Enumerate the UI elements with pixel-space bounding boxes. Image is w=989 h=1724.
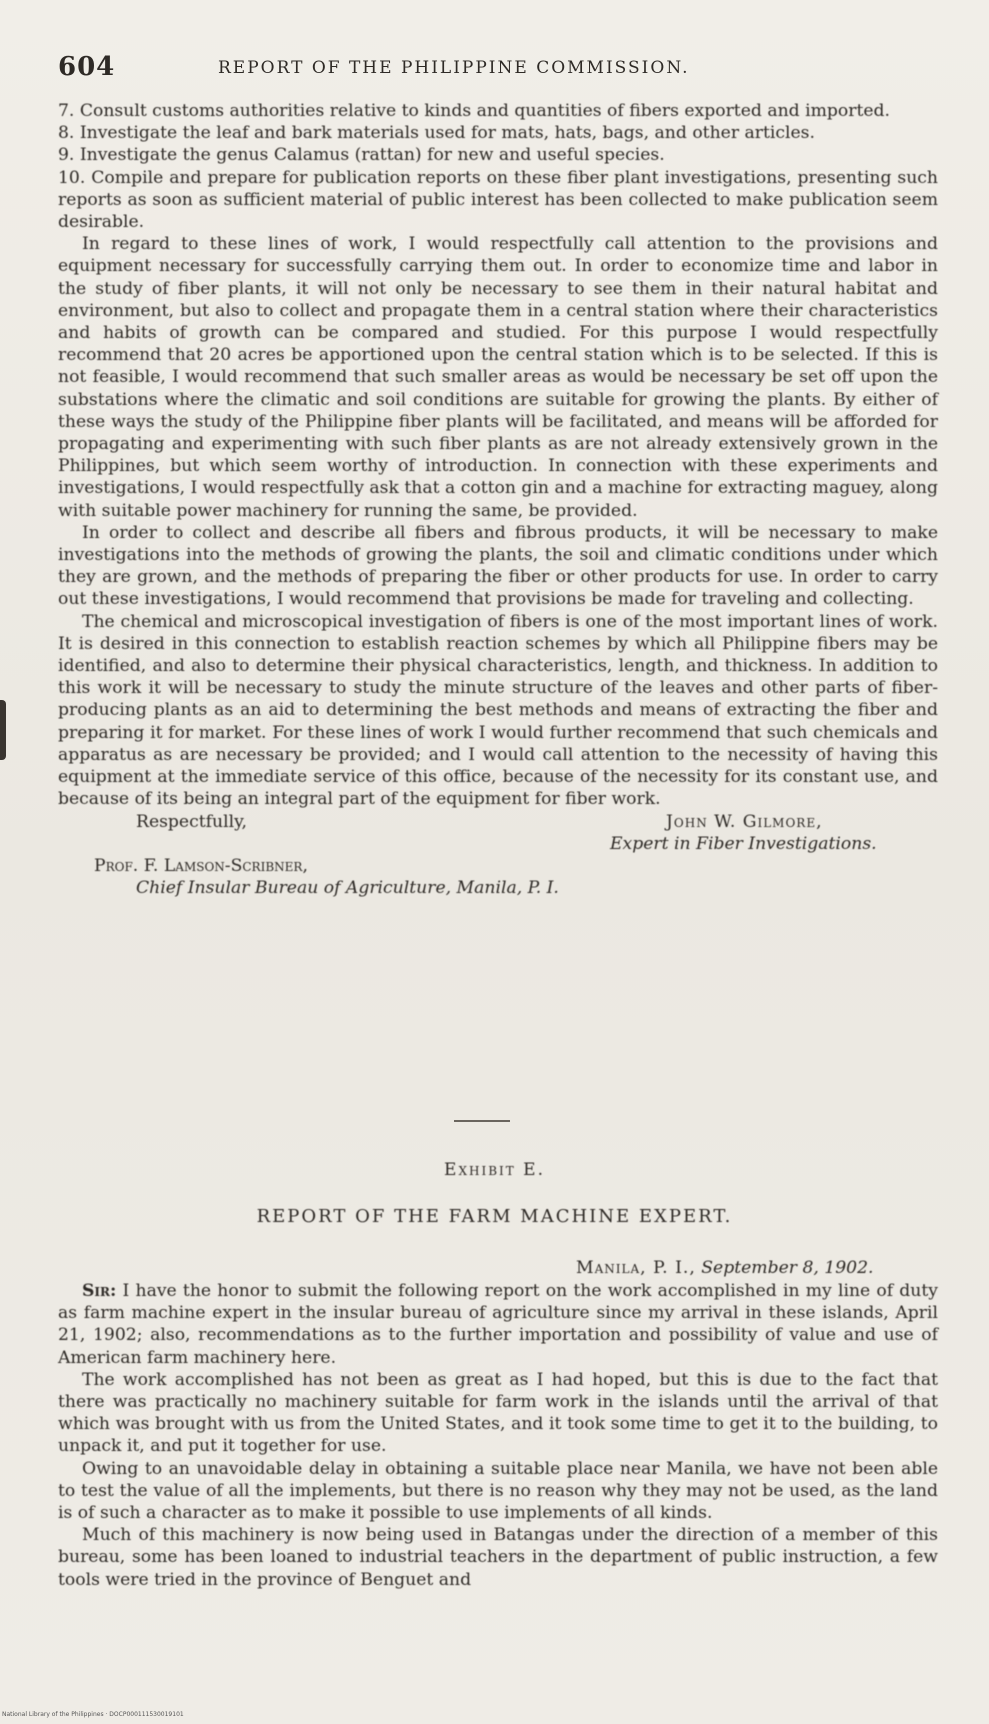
dateline	[576, 1258, 916, 1278]
paragraph	[58, 1280, 938, 1369]
exhibit-label: Exhibit E.	[444, 1160, 545, 1180]
paragraph: 7. Consult customs authorities relative to kinds and quantities of fibers exported and imported.	[58, 101, 891, 121]
paragraph: In order to collect and describe all fibers and fibrous products, it will be necessary to make investigations into the methods of growing the plants, the soil and climatic conditions under which they are grown, and the methods of preparing the fiber or other products for use. In order to carry out these investigations, I would recommend that provisions be made for traveling and collecting.	[58, 522, 938, 610]
dateline-date: September 8, 1902.	[701, 1258, 874, 1278]
paragraph: 8. Investigate the leaf and bark materials used for mats, hats, bags, and other articles.	[58, 123, 815, 144]
paragraph-text: I have the honor to submit the following report on the work accomplished in my line of duty as farm machine expert in the insular bureau of agriculture since my arrival in these islands, April 21, 1902; also, recommendations as to the further importation and possibility of value and use of American farm machinery here.	[58, 1281, 938, 1368]
paragraph: The chemical and microscopical investigation of fibers is one of the most important lines of work. It is desired in this connection to establish reaction schemes by which all Philippine fibers may be identified, and also to determine their physical characteristics, length, and thickness. In addition to this work it will be necessary to study the minute structure of the leaves and other parts of fiber-producing plants as an aid to determining the best methods and means of extracting the fiber and preparing it for market. For these lines of work I would further recommend that such chemicals and apparatus as are necessary be provided; and I would call attention to the necessity of having this equipment at the immediate service of this office, because of the necessity for its constant use, and because of its being an integral part of the equipment for fiber work.	[58, 611, 938, 810]
letter-body	[58, 1280, 938, 1591]
section-divider	[454, 1120, 510, 1122]
paragraph: 9. Investigate the genus Calamus (rattan) for new and useful species.	[58, 145, 665, 166]
page-header	[58, 52, 938, 92]
running-head: REPORT OF THE PHILIPPINE COMMISSION.	[218, 58, 690, 78]
paragraph: Owing to an unavoidable delay in obtaining a suitable place near Manila, we have not been able to test the value of all the implements, but there is no reason why they may not be used, as the land is of such a character as to make it possible to use implements of all kinds.	[58, 1458, 938, 1524]
paragraph: In regard to these lines of work, I would respectfully call attention to the provisions and equipment necessary for successfully carrying them out. In order to economize time and labor in the study of fiber plants, it will not only be necessary to see them in their natural habitat and environment, but also to collect and propagate them in a central station where their characteristics and habits of growth can be compared and studied. For this purpose I would respectfully recommend that 20 acres be apportioned upon the central station which is to be selected. If this is not feasible, I would recommend that such smaller areas as would be necessary be set off upon the substations where the climatic and soil conditions are suitable for growing the plants. By either of these ways the study of the Philippine fiber plants will be facilitated, and means will be afforded for propagating and experimenting with such fiber plants as are not already extensively grown in the Philippines, but which seem worthy of introduction. In connection with these experiments and investigations, I would respectfully ask that a cotton gin and a machine for extracting maguey, along with suitable power machinery for running the same, be provided.	[58, 234, 938, 521]
report-body	[58, 100, 938, 907]
signoff-block	[58, 811, 938, 907]
paragraph: 10. Compile and prepare for publication reports on these fiber plant investigations, presenting such reports as soon as sufficient material of public interest has been collected to make publication seem desirable.	[58, 167, 938, 233]
addressee-name: Prof. F. Lamson-Scribner,	[94, 855, 308, 876]
section-title: REPORT OF THE FARM MACHINE EXPERT.	[256, 1206, 733, 1227]
signer-name: John W. Gilmore,	[666, 811, 823, 832]
scan-footer: National Library of the Philippines · DOCP000111530019101	[2, 1711, 184, 1718]
paragraph: Much of this machinery is now being used in Batangas under the direction of a member of this bureau, some has been loaned to industrial teachers in the department of public instruction, a few tools were tried in the province of Benguet and	[58, 1525, 938, 1590]
binding-shadow	[0, 700, 6, 760]
closing: Respectfully,	[136, 811, 247, 832]
addressee-title: Chief Insular Bureau of Agriculture, Manila, P. I.	[136, 877, 559, 898]
paragraph: The work accomplished has not been as great as I had hoped, but this is due to the fact that there was practically no machinery suitable for farm work in the islands until the arrival of that which was brought with us from the United States, and it took some time to get it to the building, to unpack it, and put it together for use.	[58, 1369, 938, 1457]
salutation: Sir:	[82, 1281, 117, 1301]
dateline-place: Manila, P. I.,	[576, 1258, 696, 1278]
signer-title: Expert in Fiber Investigations.	[610, 833, 877, 854]
page-number: 604	[58, 52, 116, 82]
